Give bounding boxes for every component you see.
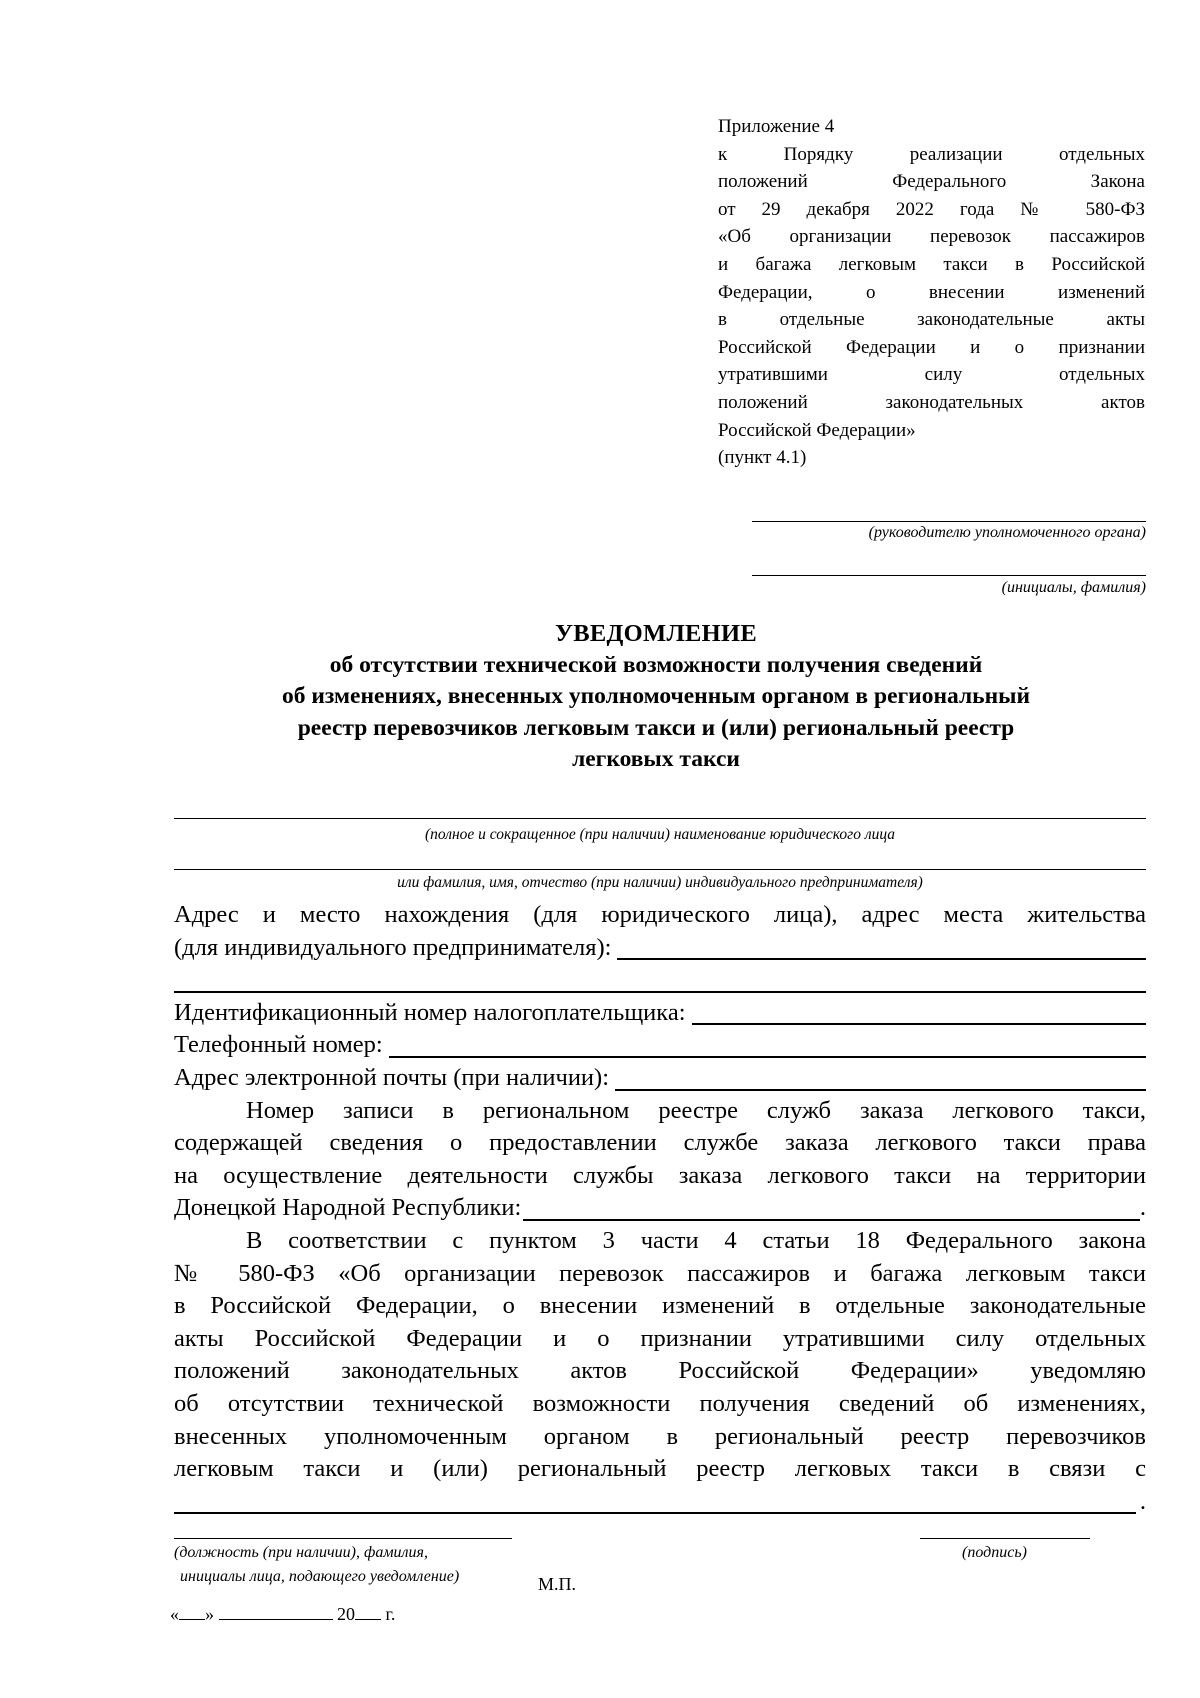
- entity-caption-2: или фамилия, имя, отчество (при наличии) индивидуального предпринимателя): [397, 874, 923, 891]
- paragraph-2-line: в Российской Федерации, о внесении изменений в отдельные законодательные: [174, 1292, 1146, 1320]
- title-line: легковых такси: [572, 746, 740, 772]
- paragraph-2-line: об отсутствии технической возможности получения сведений об изменениях,: [174, 1389, 1146, 1417]
- email-field[interactable]: [615, 1088, 1146, 1091]
- address-label-line-1: Адрес и место нахождения (для юридического лица), адрес места жительства: [174, 901, 1146, 928]
- date-day-field[interactable]: [179, 1603, 205, 1620]
- phone-field[interactable]: [389, 1055, 1146, 1058]
- appendix-line: и багажа легковым такси в Российской: [718, 253, 1145, 275]
- paragraph-2-line: акты Российской Федерации и о признании утратившими силу отдельных: [174, 1324, 1146, 1352]
- address-row-2: [174, 964, 1146, 997]
- title-line: реестр перевозчиков легковым такси и (или) региональный реестр: [297, 714, 1015, 741]
- appendix-line: Российской Федерации»: [718, 419, 916, 441]
- appendix-line: в отдельные законодательные акты: [718, 309, 1145, 331]
- position-name-line[interactable]: [174, 1538, 512, 1539]
- paragraph-1-line: Номер записи в региональном реестре служб заказа легкового такси,: [246, 1096, 1146, 1124]
- title-line: об изменениях, внесенных уполномоченным органом в региональный: [282, 683, 1030, 709]
- title-main: УВЕДОМЛЕНИЕ: [554, 620, 758, 647]
- paragraph-2-line: внесенных уполномоченным органом в региональный реестр перевозчиков: [174, 1422, 1146, 1450]
- paragraph-2-line: № 580-ФЗ «Об организации перевозок пассажиров и багажа легковым такси: [174, 1259, 1146, 1287]
- email-label: Адрес электронной почты (при наличии):: [174, 1063, 610, 1091]
- document-title: [160, 618, 1152, 776]
- inn-field[interactable]: [692, 1022, 1146, 1025]
- address-row: [174, 932, 1146, 965]
- phone-label: Телефонный номер:: [174, 1031, 383, 1059]
- paragraph-2-line: положений законодательных актов Российской Федерации» уведомляю: [174, 1357, 1146, 1385]
- phone-row: [174, 1029, 1146, 1062]
- date-line: [170, 1603, 395, 1625]
- appendix-line: Российской Федерации и о признании: [718, 336, 1145, 358]
- reason-row: [174, 1486, 1146, 1519]
- paragraph-1-line: на осуществление деятельности службы заказа легкового такси на территории: [174, 1161, 1146, 1189]
- inn-label: Идентификационный номер налогоплательщика:: [174, 998, 686, 1026]
- date-year-prefix: 20: [337, 1604, 355, 1624]
- email-row: [174, 1062, 1146, 1095]
- recipient-head-caption: (руководителю уполномоченного органа): [868, 524, 1146, 541]
- address-label-line-2: (для индивидуального предпринимателя):: [174, 933, 612, 961]
- appendix-line: «Об организации перевозок пассажиров: [718, 226, 1145, 248]
- address-field[interactable]: [617, 957, 1146, 960]
- date-quote-open: «: [170, 1604, 179, 1624]
- date-month-field[interactable]: [219, 1603, 333, 1620]
- entity-caption-1: (полное и сокращенное (при наличии) наименование юридического лица: [424, 826, 896, 843]
- title-line: об отсутствии технической возможности получения сведений: [329, 651, 983, 678]
- recipient-name-caption: (инициалы, фамилия): [1001, 579, 1146, 596]
- registry-number-field[interactable]: [523, 1218, 1140, 1221]
- inn-row: [174, 997, 1146, 1030]
- appendix-line: положений Федерального Закона: [718, 171, 1145, 193]
- appendix-line: (пункт 4.1): [718, 447, 807, 469]
- paragraph-1-end: .: [1139, 1194, 1146, 1222]
- date-year-field[interactable]: [355, 1603, 381, 1620]
- appendix-line: Федерации, о внесении изменений: [718, 281, 1145, 303]
- signature-caption: (подпись): [962, 1544, 1027, 1561]
- paragraph-2-line: легковым такси и (или) региональный реестр легковых такси в связи с: [174, 1455, 1146, 1483]
- stamp-mark: М.П.: [538, 1574, 577, 1594]
- address-field-2[interactable]: [174, 990, 1146, 993]
- position-caption-1: (должность (при наличии), фамилия,: [174, 1544, 428, 1561]
- paragraph-2-end: .: [1139, 1487, 1146, 1515]
- paragraph-1-line: содержащей сведения о предоставлении службе заказа легкового такси права: [174, 1129, 1146, 1157]
- signature-line[interactable]: [920, 1538, 1090, 1539]
- appendix-line: Приложение 4: [718, 116, 835, 137]
- appendix-line: положений законодательных актов: [718, 391, 1145, 413]
- paragraph-1-last: Донецкой Народной Республики:: [174, 1194, 522, 1222]
- recipient-name-line[interactable]: [752, 575, 1146, 576]
- recipient-head-line[interactable]: [752, 521, 1146, 522]
- form-fields: [174, 899, 1146, 1518]
- appendix-block: [718, 113, 1145, 472]
- paragraph-2-line: В соответствии с пунктом 3 части 4 статьи 18 Федерального закона: [246, 1226, 1146, 1254]
- appendix-line: к Порядку реализации отдельных: [718, 143, 1145, 165]
- position-caption-2: инициалы лица, подающего уведомление): [180, 1568, 460, 1585]
- appendix-line: от 29 декабря 2022 года № 580-ФЗ: [718, 198, 1145, 220]
- date-year-suffix: г.: [385, 1604, 396, 1624]
- date-quote-close: »: [205, 1604, 214, 1624]
- registry-number-row: [174, 1192, 1146, 1225]
- entity-name-line[interactable]: [174, 818, 1146, 819]
- appendix-line: утратившими силу отдельных: [718, 364, 1145, 386]
- entity-name-line-2[interactable]: [174, 869, 1146, 870]
- reason-field[interactable]: [174, 1511, 1136, 1514]
